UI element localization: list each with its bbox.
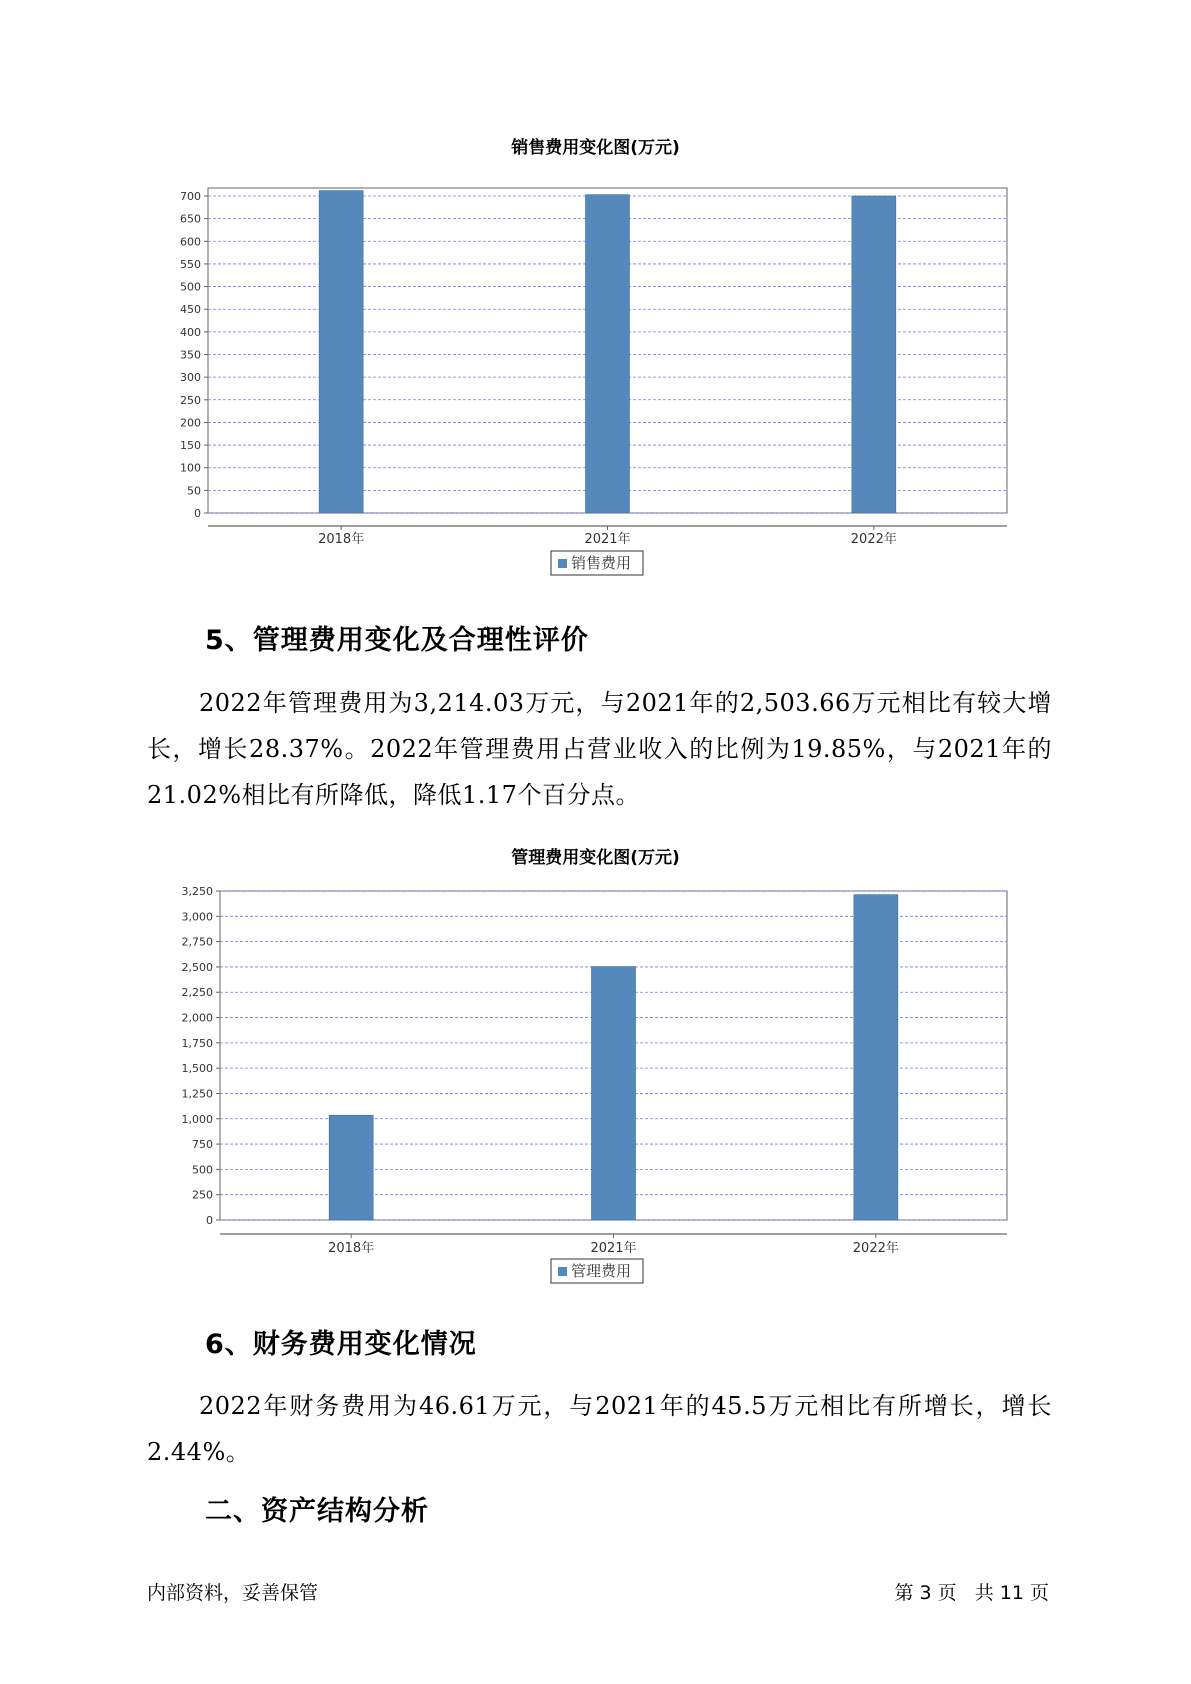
section5-paragraph: 2022年管理费用为3,214.03万元，与2021年的2,503.66万元相比有较大增长，增长28.37%。2022年管理费用占营业收入的比例为19.85%，与2021年的21.02%相比有所降低，降低1.17个百分点。	[147, 689, 1052, 809]
bar	[854, 895, 898, 1220]
y-tick-label: 750	[192, 1138, 213, 1152]
y-tick-label: 450	[180, 303, 201, 317]
y-tick-label: 200	[180, 416, 201, 430]
y-tick-label: 1,500	[181, 1062, 213, 1076]
y-tick-label: 1,250	[181, 1087, 213, 1101]
y-tick-label: 1,750	[181, 1036, 213, 1050]
y-tick-label: 50	[187, 484, 201, 498]
y-tick-label: 2,750	[181, 935, 213, 949]
y-tick-label: 150	[180, 439, 201, 453]
section6-heading: 6、财务费用变化情况	[205, 1329, 477, 1360]
bar	[329, 1115, 373, 1220]
y-tick-label: 1,000	[181, 1112, 213, 1126]
y-tick-label: 3,250	[181, 885, 213, 898]
y-tick-label: 600	[180, 235, 201, 249]
y-tick-label: 0	[194, 507, 201, 520]
legend-label: 管理费用	[571, 1262, 632, 1280]
sales-expense-chart	[0, 160, 1191, 600]
admin-expense-chart	[0, 880, 1191, 1305]
y-tick-label: 650	[180, 212, 201, 226]
y-tick-label: 0	[206, 1214, 213, 1227]
page-number: 第 3 页 共 11 页	[894, 1582, 1049, 1604]
y-tick-label: 700	[180, 190, 201, 203]
x-tick-label: 2018年	[328, 1241, 375, 1256]
y-tick-label: 400	[180, 325, 201, 339]
legend-swatch	[558, 559, 567, 568]
x-tick-label: 2021年	[590, 1241, 637, 1256]
legend	[551, 1259, 643, 1283]
y-tick-label: 500	[192, 1163, 213, 1177]
legend	[551, 551, 643, 575]
x-tick-label: 2022年	[850, 532, 897, 547]
bar	[586, 195, 630, 513]
chart1-title: 销售费用变化图(万元)	[511, 138, 680, 158]
y-tick-label: 2,500	[181, 960, 213, 974]
section5-heading: 5、管理费用变化及合理性评价	[205, 625, 589, 656]
y-tick-label: 350	[180, 348, 201, 362]
y-tick-label: 250	[180, 393, 201, 407]
bar	[319, 191, 363, 513]
y-tick-label: 2,000	[181, 1011, 213, 1025]
y-tick-label: 300	[180, 371, 201, 385]
x-tick-label: 2022年	[852, 1241, 899, 1256]
bar	[592, 967, 636, 1220]
y-tick-label: 100	[180, 461, 201, 475]
y-tick-label: 500	[180, 280, 201, 294]
y-tick-label: 3,000	[181, 910, 213, 924]
x-tick-label: 2021年	[584, 532, 631, 547]
x-tick-label: 2018年	[318, 532, 365, 547]
section6-paragraph: 2022年财务费用为46.61万元，与2021年的45.5万元相比有所增长，增长2.44%。	[147, 1392, 1052, 1466]
y-tick-label: 550	[180, 257, 201, 271]
legend-swatch	[558, 1267, 567, 1276]
asset-structure-heading: 二、资产结构分析	[205, 1496, 429, 1527]
chart2-title: 管理费用变化图(万元)	[511, 848, 680, 868]
footer-confidential: 内部资料，妥善保管	[147, 1582, 319, 1604]
y-tick-label: 250	[192, 1188, 213, 1202]
bar	[852, 196, 896, 513]
legend-label: 销售费用	[571, 554, 632, 572]
y-tick-label: 2,250	[181, 986, 213, 1000]
